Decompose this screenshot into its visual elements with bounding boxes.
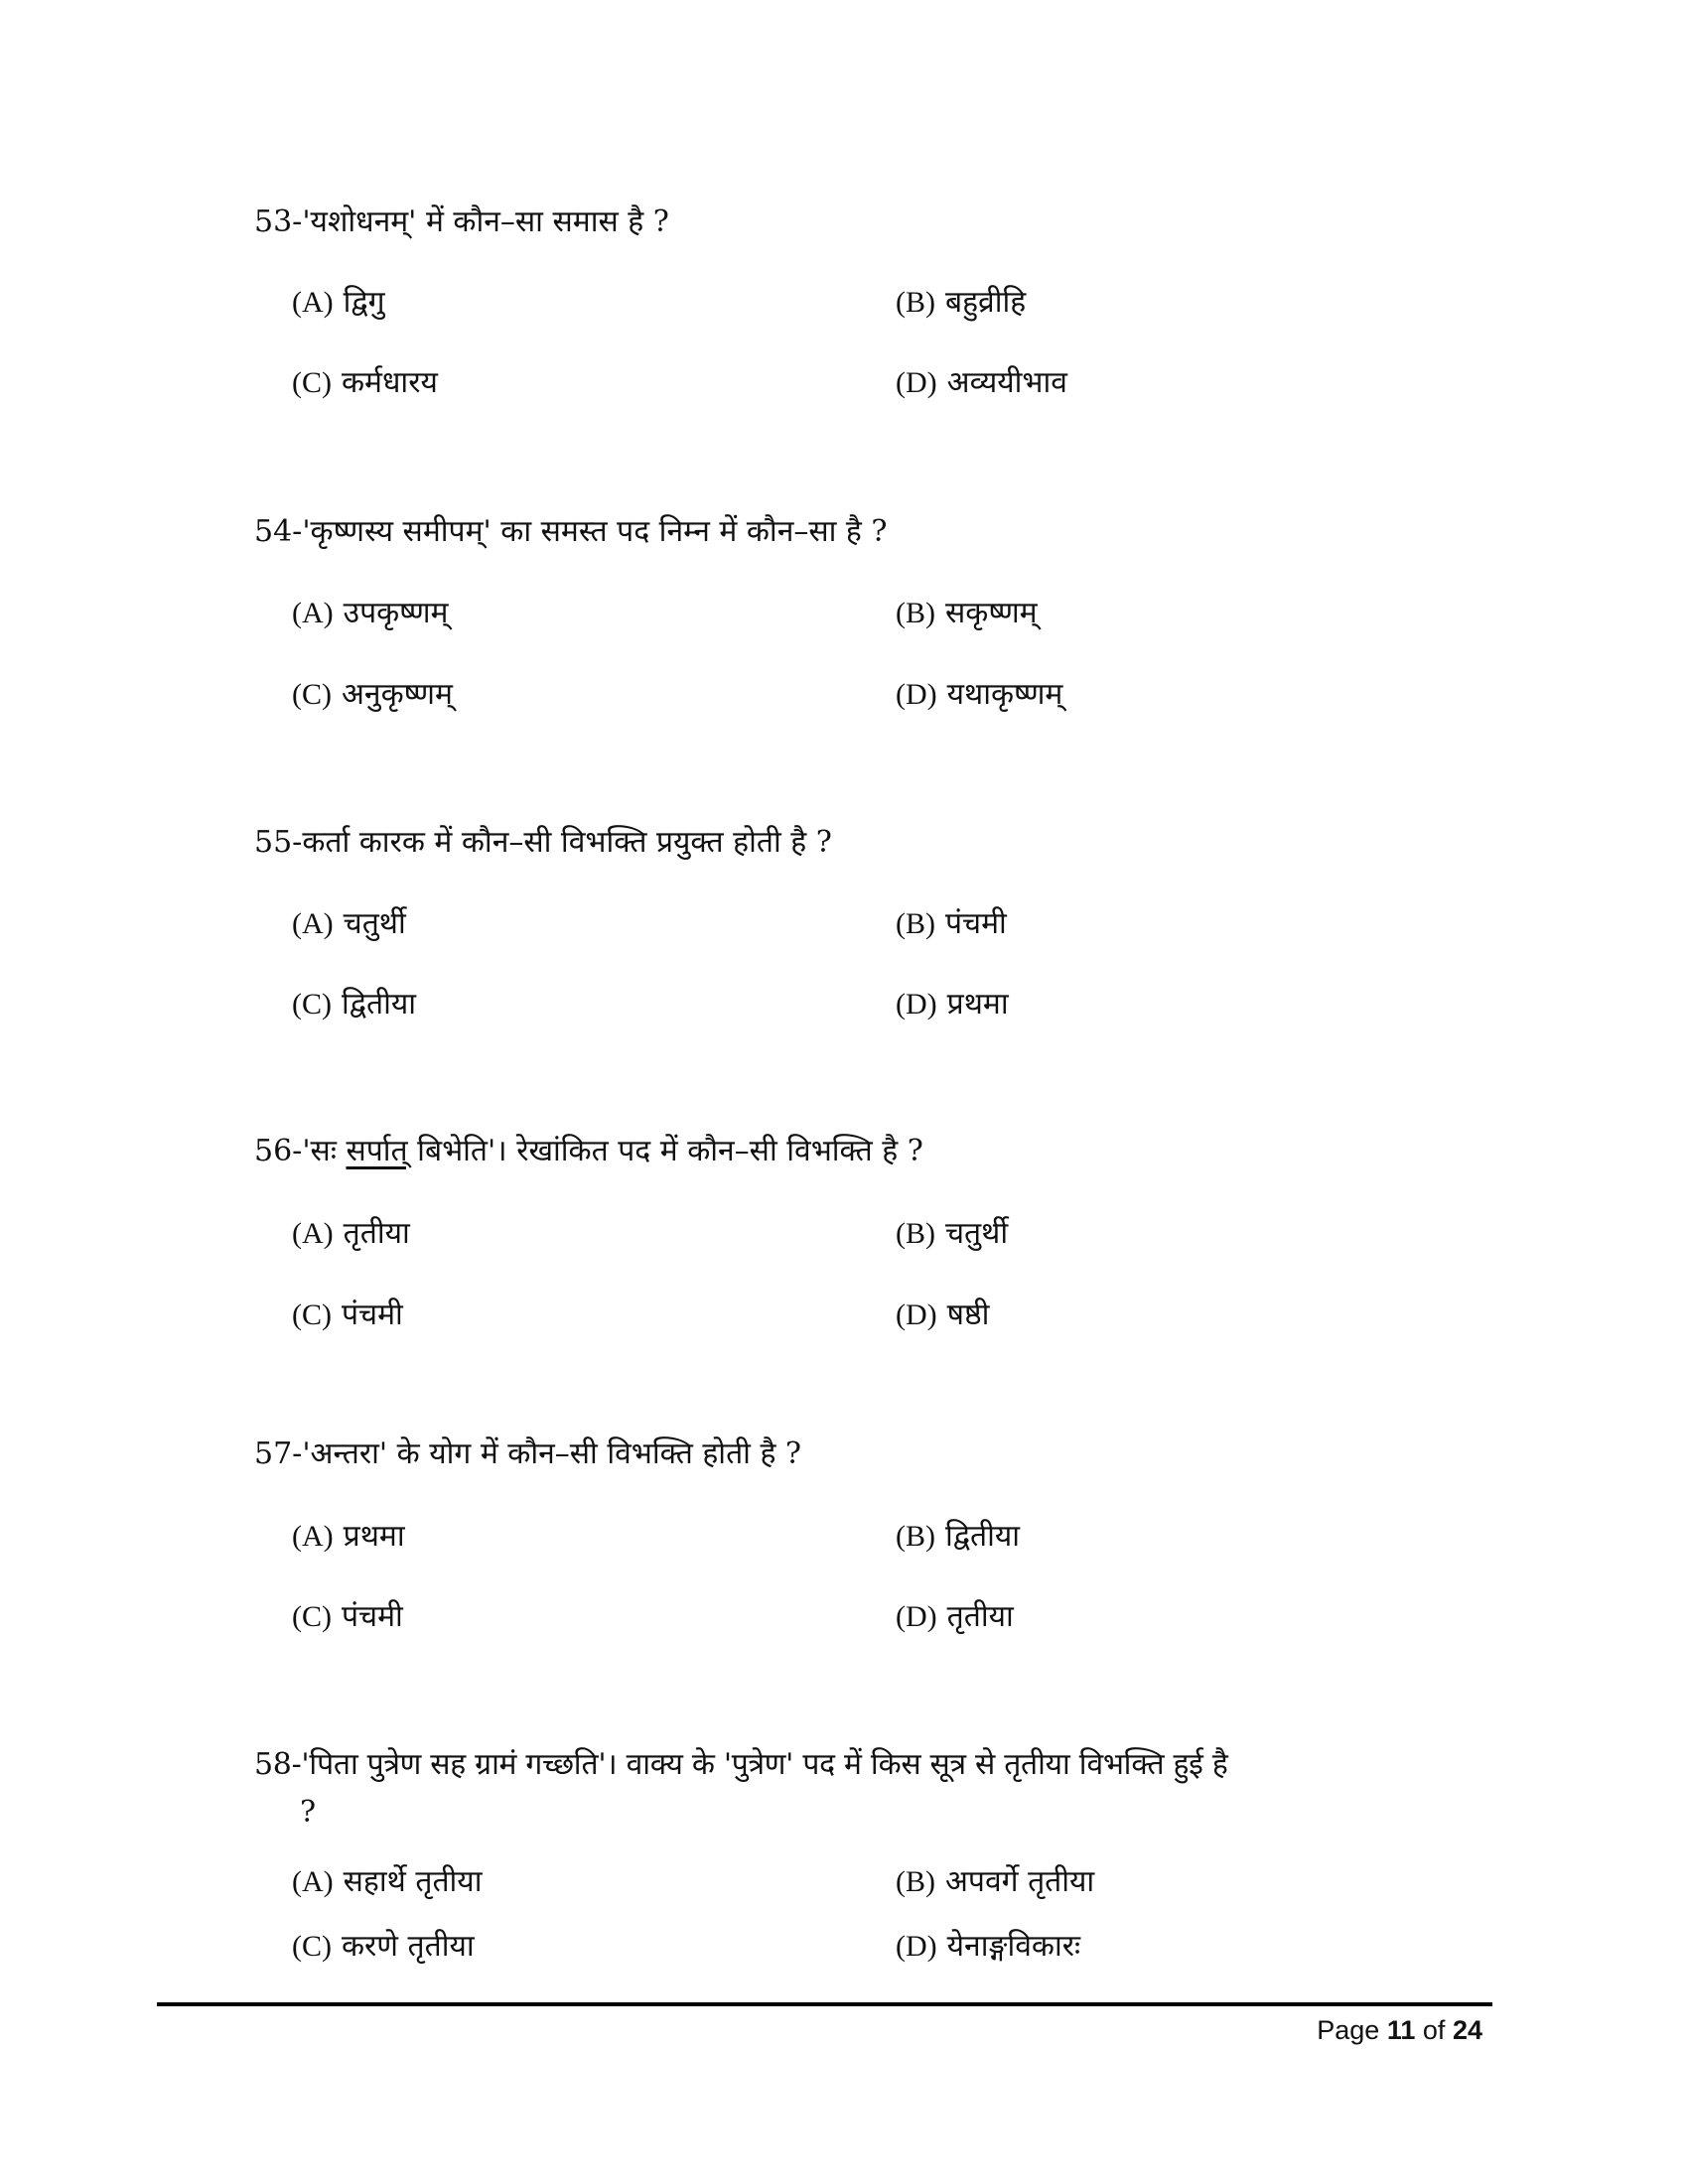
option-label: (D) — [896, 988, 937, 1021]
question-number: 56- — [254, 1134, 303, 1168]
of-word: of — [1422, 2015, 1446, 2045]
question-text: 'पिता पुत्रेण सह ग्रामं गच्छति'। वाक्य के 'पुत्रेण' पद में किस सूत्र से तृतीया विभक्ति हुई है — [301, 1747, 1228, 1782]
option-text: सहार्थे तृतीया — [343, 1864, 483, 1899]
option-c — [292, 985, 416, 1024]
option-d — [896, 1927, 1080, 1967]
option-label: (B) — [896, 597, 935, 629]
option-label: (C) — [292, 988, 332, 1021]
option-d — [896, 985, 1009, 1024]
option-b — [896, 283, 1026, 323]
question-56 — [254, 1132, 923, 1171]
option-label: (B) — [896, 1217, 935, 1250]
option-text: अव्ययीभाव — [946, 365, 1067, 400]
option-text: द्वितीया — [342, 987, 417, 1022]
option-label: (A) — [292, 286, 334, 319]
option-label: (D) — [896, 1930, 937, 1963]
question-text: 'सः — [302, 1134, 347, 1168]
current-page: 11 — [1386, 2015, 1416, 2045]
question-58 — [254, 1745, 1227, 1785]
option-text: प्रथमा — [946, 987, 1009, 1022]
option-d — [896, 1597, 1014, 1637]
option-label: (A) — [292, 1520, 334, 1553]
option-label: (A) — [292, 907, 334, 940]
option-c — [292, 1927, 475, 1967]
option-b — [896, 1214, 1008, 1254]
option-text: करणे तृतीया — [342, 1929, 475, 1964]
option-label: (C) — [292, 366, 332, 399]
question-53 — [254, 203, 669, 242]
option-text: कर्मधारय — [342, 365, 438, 400]
option-label: (A) — [292, 1865, 334, 1898]
option-text: उपकृष्णम् — [343, 596, 449, 630]
option-text: तृतीया — [343, 1216, 410, 1251]
option-text: यथाकृष्णम् — [946, 677, 1063, 712]
option-text: प्रथमा — [343, 1519, 405, 1554]
question-number: 54- — [254, 514, 303, 549]
option-text: चतुर्थी — [343, 906, 406, 941]
option-a — [292, 283, 385, 323]
option-text: अपवर्गे तृतीया — [945, 1864, 1095, 1899]
footer-divider — [157, 2002, 1492, 2006]
option-label: (C) — [292, 678, 332, 711]
option-label: (D) — [896, 1600, 937, 1633]
option-a — [292, 1862, 482, 1902]
option-b — [896, 1862, 1094, 1902]
option-b — [896, 1517, 1020, 1557]
option-text: पंचमी — [945, 906, 1007, 941]
option-text: पंचमी — [342, 1599, 403, 1634]
question-text: कर्ता कारक में कौन–सी विभक्ति प्रयुक्त होती है ? — [302, 825, 832, 860]
option-text: बहुव्रीहि — [945, 285, 1027, 320]
option-b — [896, 904, 1007, 944]
option-text: चतुर्थी — [945, 1216, 1009, 1251]
question-number: 55- — [254, 825, 303, 860]
option-text: पंचमी — [342, 1297, 403, 1332]
option-d — [896, 363, 1067, 403]
option-b — [896, 594, 1038, 633]
option-text: द्विगु — [343, 285, 385, 320]
question-57 — [254, 1434, 801, 1474]
option-label: (A) — [292, 597, 334, 629]
page-number — [1317, 2015, 1482, 2046]
option-label: (D) — [896, 678, 937, 711]
question-number: 58- — [254, 1747, 302, 1782]
option-a — [292, 904, 406, 944]
option-label: (D) — [896, 1298, 937, 1331]
option-label: (B) — [896, 1520, 935, 1553]
option-text: येनाङ्गविकारः — [946, 1929, 1081, 1964]
option-label: (B) — [896, 907, 935, 940]
question-text: 'कृष्णस्य समीपम्' का समस्त पद निम्न में कौन–सा है ? — [302, 514, 888, 549]
option-label: (C) — [292, 1930, 332, 1963]
option-c — [292, 363, 438, 403]
option-label: (C) — [292, 1600, 332, 1633]
option-text: द्वितीया — [945, 1519, 1021, 1554]
question-number: 53- — [254, 205, 303, 239]
option-label: (C) — [292, 1298, 332, 1331]
question-text: 'यशोधनम्' में कौन–सा समास है ? — [302, 205, 669, 239]
underlined-word: सर्पात् — [346, 1134, 408, 1168]
option-text: षष्ठी — [946, 1297, 990, 1332]
question-54 — [254, 512, 887, 552]
option-a — [292, 1517, 405, 1557]
option-label: (B) — [896, 286, 935, 319]
option-text: अनुकृष्णम् — [342, 677, 453, 712]
option-c — [292, 675, 453, 715]
option-label: (B) — [896, 1865, 935, 1898]
question-text: बिभेति'। रेखांकित पद में कौन–सी विभक्ति है ? — [407, 1134, 923, 1168]
option-c — [292, 1296, 403, 1335]
option-d — [896, 675, 1062, 715]
option-text: सकृष्णम् — [945, 596, 1038, 630]
question-55 — [254, 823, 832, 863]
total-pages: 24 — [1452, 2015, 1482, 2045]
option-a — [292, 594, 448, 633]
option-c — [292, 1597, 403, 1637]
option-text: तृतीया — [946, 1599, 1014, 1634]
question-number: 57- — [254, 1436, 303, 1471]
option-d — [896, 1296, 989, 1335]
question-text-continuation: ? — [300, 1795, 317, 1830]
page-word: Page — [1317, 2015, 1380, 2045]
option-label: (D) — [896, 366, 937, 399]
question-text: 'अन्तरा' के योग में कौन–सी विभक्ति होती है ? — [302, 1436, 802, 1471]
option-a — [292, 1214, 410, 1254]
option-label: (A) — [292, 1217, 334, 1250]
